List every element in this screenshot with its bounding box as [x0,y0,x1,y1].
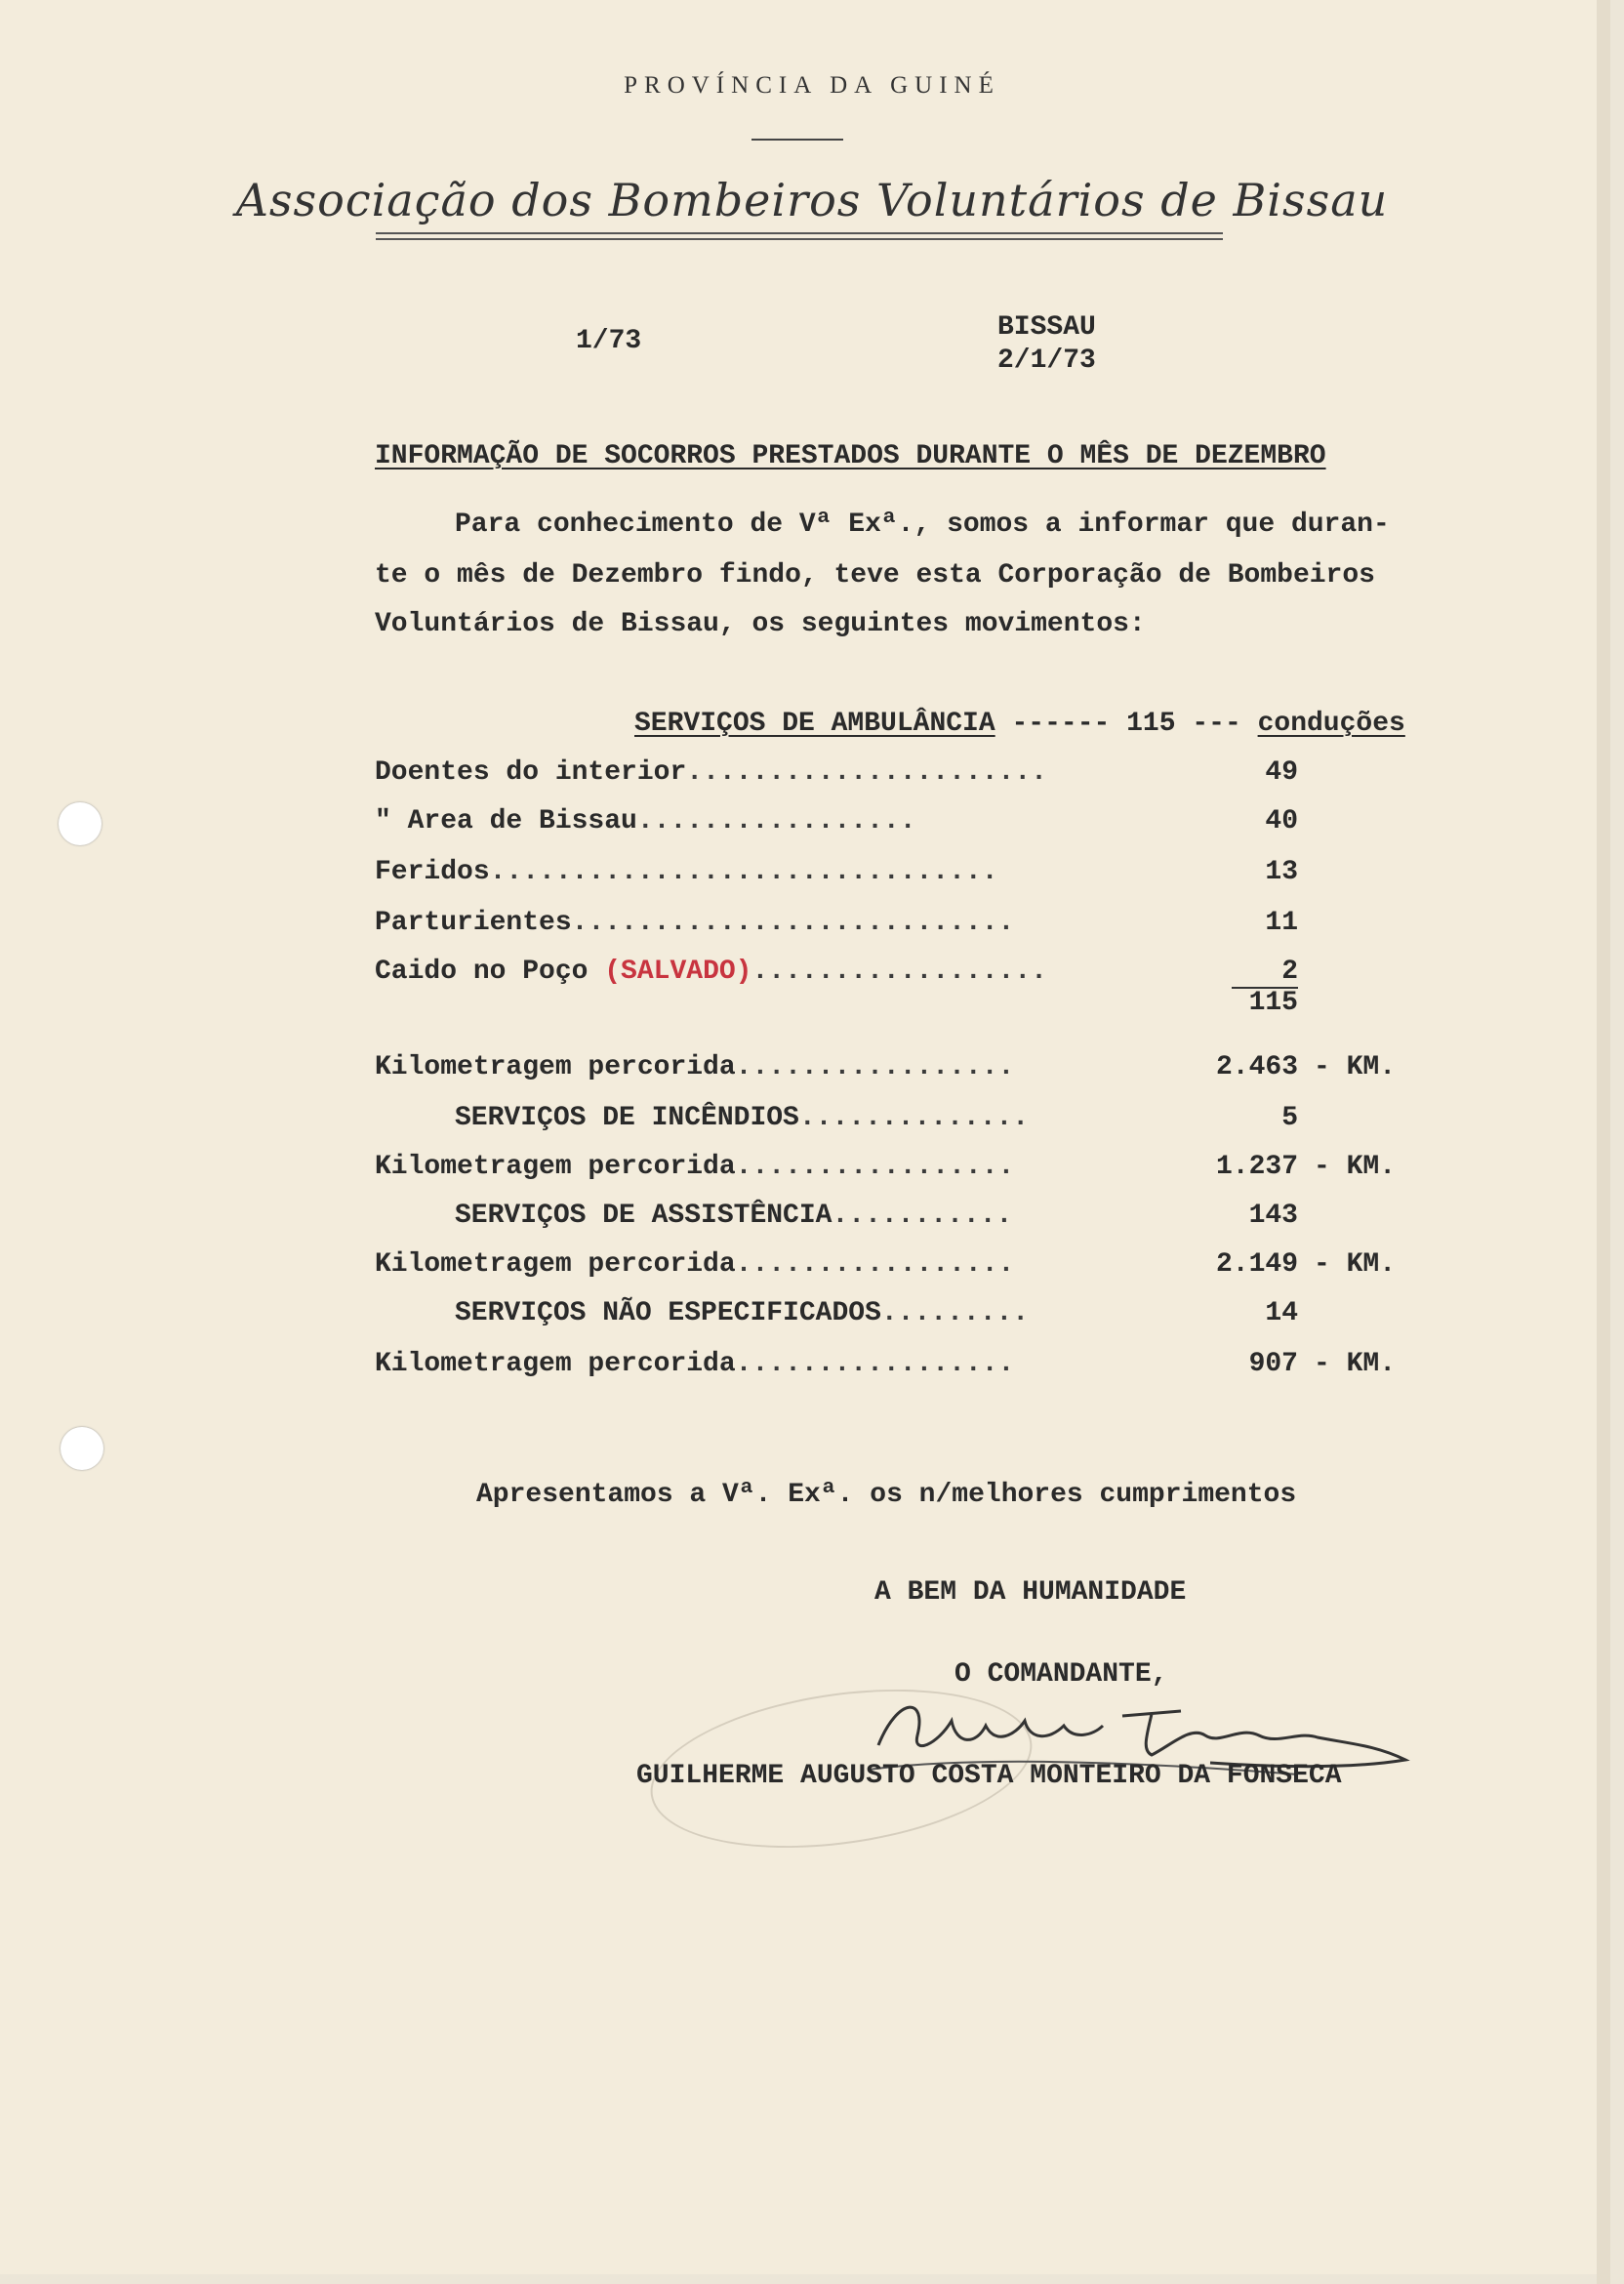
service-label: Kilometragem percorida [375,1349,736,1379]
header-double-rule [376,232,1223,240]
ambulance-dashes: --- [1192,709,1241,739]
service-value: 14 [1265,1298,1298,1328]
service-value: 1.237 [1215,1152,1298,1182]
ambulance-heading [634,709,1405,739]
row-label: Parturientes [375,908,572,938]
ambulance-row [375,957,1047,987]
leader-dots: ................. [735,1249,1015,1280]
leader-dots: ........................... [571,908,1015,938]
leader-dots: ................. [735,1052,1015,1082]
row-label: Feridos [375,857,490,887]
service-row [375,1349,1014,1379]
leader-dots: .............. [798,1103,1030,1133]
row-label: " Area de Bissau [375,806,637,836]
service-value: 143 [1248,1201,1298,1231]
service-value: 5 [1281,1103,1298,1133]
intro-line-3: Voluntários de Bissau, os seguintes movimentos: [375,609,1146,639]
leader-dots: ...................... [686,757,1047,788]
row-value: 11 [1265,908,1298,938]
service-value: 2.463 [1215,1052,1298,1082]
ambulance-row [375,857,998,887]
header-divider [751,139,843,141]
closing-motto: A BEM DA HUMANIDADE [874,1577,1187,1608]
service-unit: - KM. [1314,1249,1397,1280]
row-value: 13 [1265,857,1298,887]
punch-hole [61,1427,103,1470]
intro-line-2: te o mês de Dezembro findo, teve esta Corporação de Bombeiros [375,560,1375,591]
service-value: 2.149 [1215,1249,1298,1280]
service-row [375,1052,1014,1082]
salvado-note: (SALVADO) [604,957,752,987]
service-label: SERVIÇOS NÃO ESPECIFICADOS [455,1298,881,1328]
service-value: 907 [1248,1349,1298,1379]
association-title: Associação dos Bombeiros Voluntários de Bissau [235,174,1389,226]
row-value: 40 [1265,806,1298,836]
ambulance-total: 115 [1126,709,1176,739]
service-label: Kilometragem percorida [375,1249,736,1280]
row-label: Doentes do interior [375,757,687,788]
leader-dots: ................. [735,1349,1015,1379]
service-unit: - KM. [1314,1152,1397,1182]
ambulance-sum: 115 [1248,988,1298,1018]
date: 2/1/73 [997,346,1096,376]
ambulance-dashes: ------ [1011,709,1111,739]
leader-dots: ........... [832,1201,1013,1231]
page-edge [1597,0,1610,2284]
service-unit: - KM. [1314,1349,1397,1379]
service-unit: - KM. [1314,1052,1397,1082]
subject-line: INFORMAÇÃO DE SOCORROS PRESTADOS DURANTE O MÊS DE DEZEMBRO [375,441,1326,471]
ambulance-row [375,908,1014,938]
service-row [375,1249,1014,1280]
ambulance-unit: conduções [1257,709,1405,739]
service-label: Kilometragem percorida [375,1052,736,1082]
leader-dots: ................. [735,1152,1015,1182]
punch-hole [59,802,102,845]
service-row [375,1152,1014,1182]
leader-dots: ............................... [489,857,998,887]
row-value: 49 [1265,757,1298,788]
ambulance-title: SERVIÇOS DE AMBULÂNCIA [634,709,995,739]
row-value: 2 [1281,957,1298,987]
city: BISSAU [997,312,1096,343]
reference-number: 1/73 [576,326,642,356]
service-row [455,1103,1029,1133]
commander-role: O COMANDANTE, [954,1659,1168,1690]
leader-dots: .................. [751,957,1047,987]
closing-greeting: Apresentamos a Vª. Exª. os n/melhores cumprimentos [476,1480,1297,1510]
row-label: Caido no Poço [375,957,589,987]
service-row [455,1201,1012,1231]
ambulance-row [375,757,1047,788]
service-label: Kilometragem percorida [375,1152,736,1182]
leader-dots: ................. [636,806,916,836]
leader-dots: ......... [880,1298,1030,1328]
commander-name: GUILHERME AUGUSTO COSTA MONTEIRO DA FONSECA [636,1761,1342,1791]
ambulance-row [375,806,916,836]
intro-line-1: Para conhecimento de Vª Exª., somos a informar que duran- [455,510,1390,540]
service-row [455,1298,1029,1328]
service-label: SERVIÇOS DE ASSISTÊNCIA [455,1201,832,1231]
province-title: PROVÍNCIA DA GUINÉ [624,72,1000,99]
service-label: SERVIÇOS DE INCÊNDIOS [455,1103,799,1133]
